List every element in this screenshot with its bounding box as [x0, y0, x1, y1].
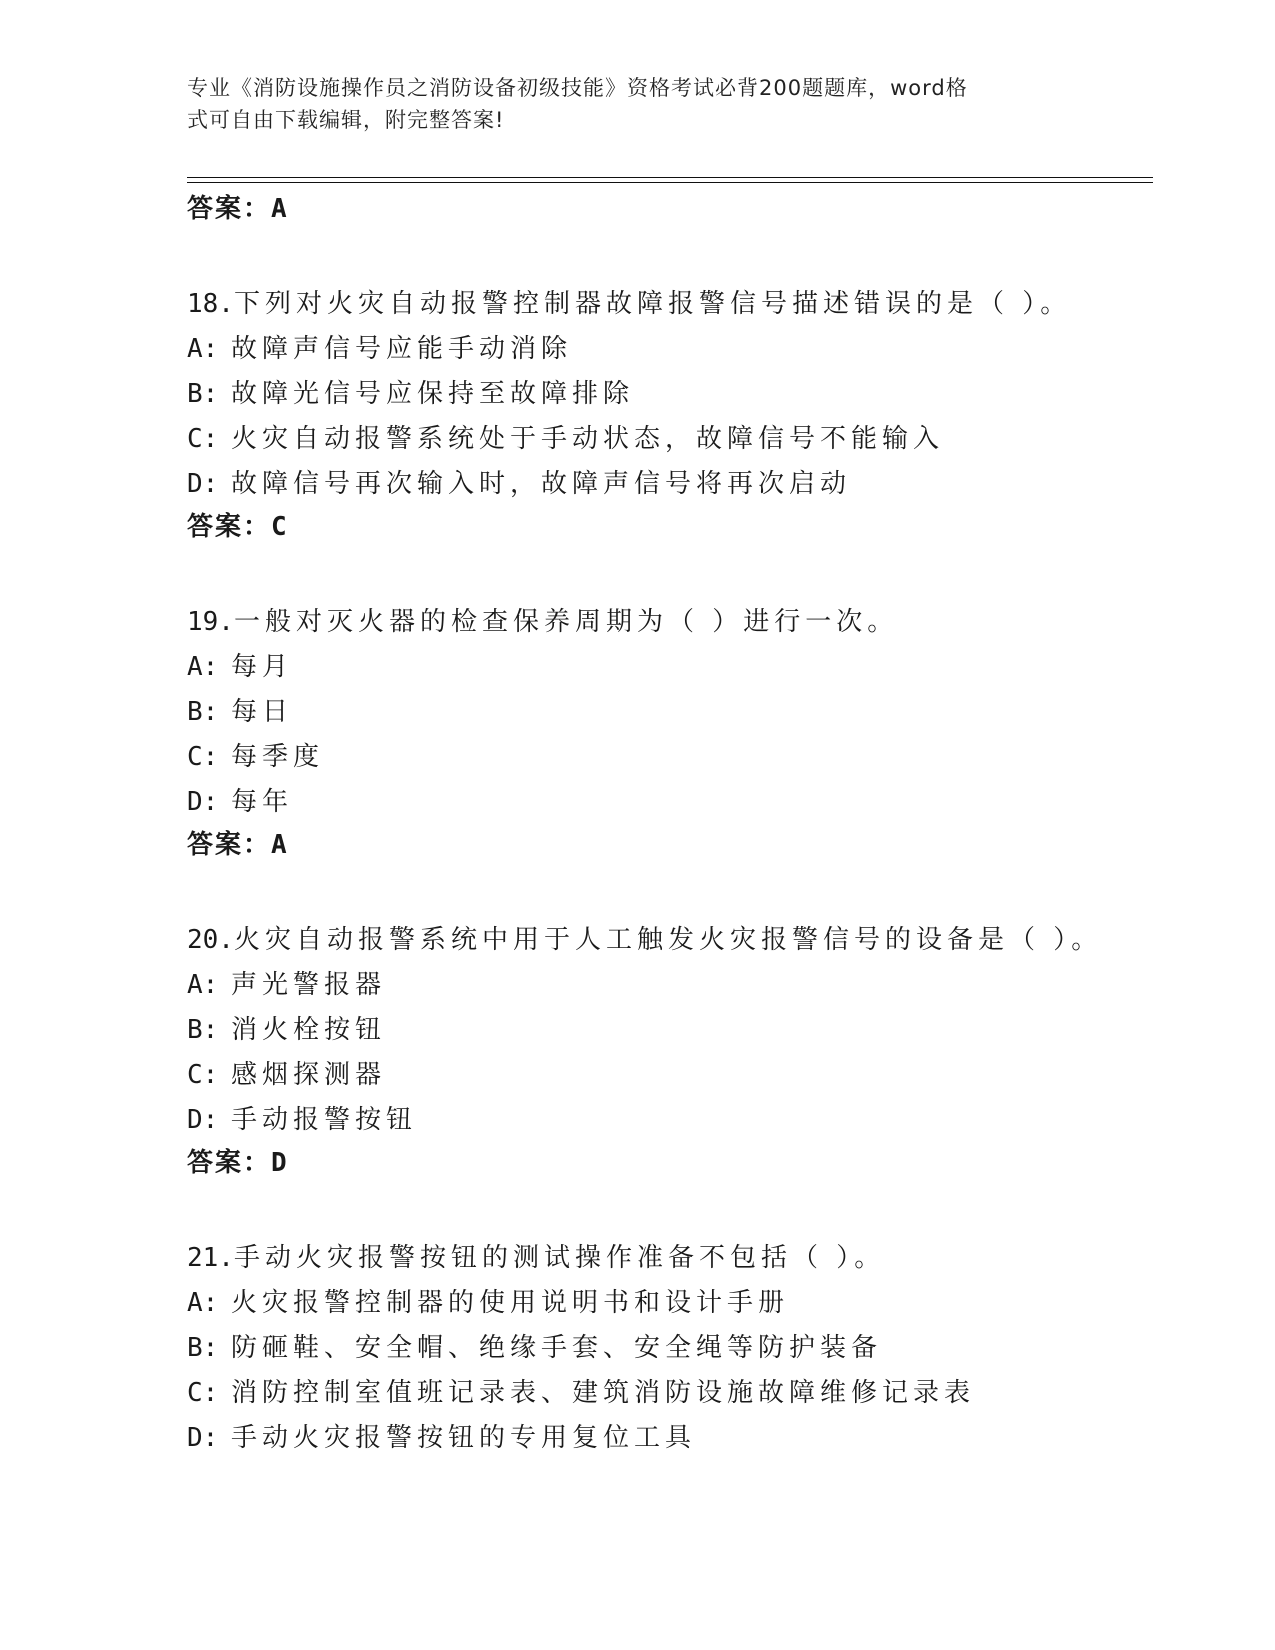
- question-stem: [187, 918, 1147, 963]
- option-letter: B:: [187, 1333, 219, 1363]
- question-answer: [187, 826, 1147, 864]
- option-text: 故障光信号应保持至故障排除: [231, 379, 635, 409]
- option-text: 火灾报警控制器的使用说明书和设计手册: [231, 1288, 790, 1318]
- option-letter: D:: [187, 1105, 219, 1135]
- option-text: 手动报警按钮: [231, 1105, 418, 1135]
- option-text: 手动火灾报警按钮的专用复位工具: [231, 1423, 697, 1453]
- option-a: [187, 645, 1147, 690]
- answer-value: C: [271, 512, 288, 542]
- header-line-2: 式可自由下载编辑，附完整答案!: [187, 108, 505, 132]
- option-letter: B:: [187, 697, 219, 727]
- option-a: [187, 327, 1147, 372]
- option-a: [187, 1281, 1147, 1326]
- header-divider: [187, 177, 1153, 178]
- question-text: 一般对灭火器的检查保养周期为（ ）进行一次。: [233, 607, 899, 637]
- option-text: 每月: [231, 652, 294, 682]
- previous-answer: [187, 190, 1147, 228]
- option-letter: C:: [187, 1378, 219, 1408]
- option-letter: C:: [187, 1060, 219, 1090]
- question-number: 18.: [187, 289, 234, 319]
- option-a: [187, 963, 1147, 1008]
- option-b: [187, 372, 1147, 417]
- option-text: 每日: [231, 697, 294, 727]
- option-d: [187, 462, 1147, 507]
- question-stem: [187, 1236, 1147, 1281]
- option-text: 防砸鞋、安全帽、绝缘手套、安全绳等防护装备: [231, 1333, 883, 1363]
- header-divider-double: [187, 182, 1153, 183]
- option-letter: D:: [187, 787, 219, 817]
- option-text: 每年: [231, 787, 294, 817]
- option-c: [187, 1371, 1147, 1416]
- option-b: [187, 1008, 1147, 1053]
- header-line-1: 专业《消防设施操作员之消防设备初级技能》资格考试必背200题题库，word格: [187, 76, 968, 100]
- question-21: [187, 1236, 1147, 1461]
- answer-value: A: [271, 194, 288, 224]
- question-number: 21.: [187, 1243, 234, 1273]
- question-text: 下列对火灾自动报警控制器故障报警信号描述错误的是（ ）。: [233, 289, 1072, 319]
- option-letter: A:: [187, 1288, 219, 1318]
- page-header: [187, 72, 1067, 136]
- option-d: [187, 1416, 1147, 1461]
- option-letter: B:: [187, 379, 219, 409]
- question-19: [187, 600, 1147, 864]
- option-letter: C:: [187, 424, 219, 454]
- option-text: 火灾自动报警系统处于手动状态，故障信号不能输入: [231, 424, 945, 454]
- option-text: 故障信号再次输入时，故障声信号将再次启动: [231, 469, 852, 499]
- answer-label: 答案：: [187, 830, 272, 860]
- answer-value: D: [271, 1148, 288, 1178]
- question-text: 手动火灾报警按钮的测试操作准备不包括（ ）。: [233, 1243, 886, 1273]
- option-text: 每季度: [231, 742, 325, 772]
- option-text: 声光警报器: [231, 970, 387, 1000]
- question-20: [187, 918, 1147, 1182]
- question-stem: [187, 282, 1147, 327]
- option-text: 消火栓按钮: [231, 1015, 387, 1045]
- option-c: [187, 417, 1147, 462]
- answer-value: A: [271, 830, 288, 860]
- question-list: [187, 190, 1147, 1461]
- option-b: [187, 690, 1147, 735]
- option-letter: A:: [187, 334, 219, 364]
- option-d: [187, 780, 1147, 825]
- option-text: 消防控制室值班记录表、建筑消防设施故障维修记录表: [231, 1378, 976, 1408]
- option-letter: C:: [187, 742, 219, 772]
- option-text: 感烟探测器: [231, 1060, 387, 1090]
- option-c: [187, 1053, 1147, 1098]
- option-letter: A:: [187, 652, 219, 682]
- question-stem: [187, 600, 1147, 645]
- option-letter: D:: [187, 469, 219, 499]
- answer-label: 答案：: [187, 194, 272, 224]
- question-18: [187, 282, 1147, 546]
- option-text: 故障声信号应能手动消除: [231, 334, 573, 364]
- answer-label: 答案：: [187, 1148, 272, 1178]
- option-c: [187, 735, 1147, 780]
- question-answer: [187, 1144, 1147, 1182]
- option-b: [187, 1326, 1147, 1371]
- option-letter: A:: [187, 970, 219, 1000]
- option-letter: B:: [187, 1015, 219, 1045]
- option-d: [187, 1098, 1147, 1143]
- question-number: 20.: [187, 925, 234, 955]
- question-answer: [187, 508, 1147, 546]
- option-letter: D:: [187, 1423, 219, 1453]
- question-number: 19.: [187, 607, 234, 637]
- answer-label: 答案：: [187, 512, 272, 542]
- question-text: 火灾自动报警系统中用于人工触发火灾报警信号的设备是（ ）。: [233, 925, 1103, 955]
